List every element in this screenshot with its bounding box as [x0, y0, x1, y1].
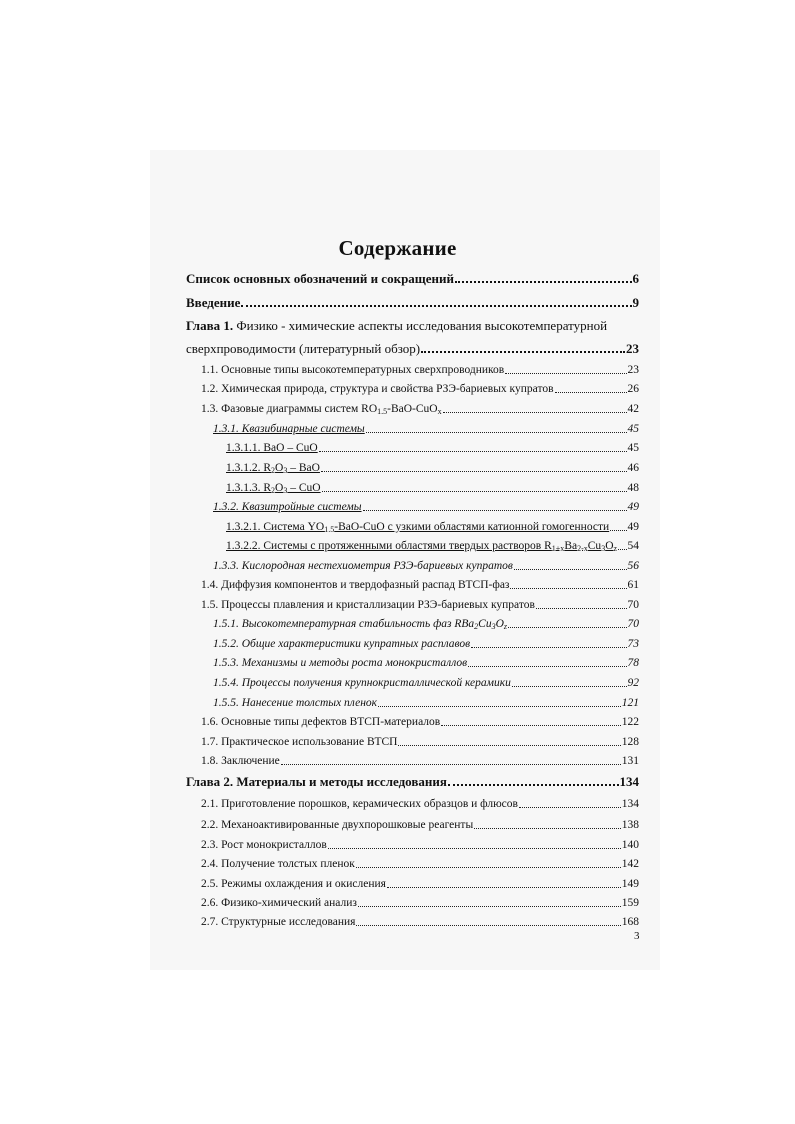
toc-entry-1-3-1-3[interactable]: 1.3.1.3. $R_2O_3$ – CuO 48	[226, 482, 639, 495]
toc-entry-1-5[interactable]: 1.5. Процессы плавления и кристаллизации РЗЭ-бариевых купратов 70	[201, 599, 639, 611]
toc-entry-1-3-3[interactable]: 1.3.3. Кислородная нестехиометрия РЗЭ-бариевых купратов 56	[213, 560, 639, 572]
leader-dots	[378, 706, 621, 707]
leader-dots	[555, 392, 627, 393]
leader-dots	[471, 647, 626, 648]
toc-entry-1-3[interactable]: 1.3. Фазовые диаграммы систем $RO_{1.5}-BaO-CuO_x$ 42	[201, 403, 639, 416]
toc-entry-1-3-1[interactable]: 1.3.1. Квазибинарные системы 45	[213, 423, 639, 435]
leader-dots	[618, 549, 626, 550]
leader-dots	[322, 491, 627, 492]
leader-dots	[358, 906, 621, 907]
toc-entry-1-8[interactable]: 1.8. Заключение 131	[201, 755, 639, 767]
toc-entry-abbreviations[interactable]: Список основных обозначений и сокращений 6	[186, 271, 639, 286]
toc-entry-2-7[interactable]: 2.7. Структурные исследования 168	[201, 916, 639, 928]
leader-dots	[241, 305, 631, 307]
leader-dots	[443, 412, 627, 413]
leader-dots	[536, 608, 627, 609]
leader-dots	[319, 451, 627, 452]
leader-dots	[455, 281, 631, 283]
leader-dots	[510, 588, 626, 589]
toc-entry-chapter2[interactable]: Глава 2. Материалы и методы исследования 134	[186, 774, 639, 789]
leader-dots	[281, 764, 621, 765]
toc-entry-2-2[interactable]: 2.2. Механоактивированные двухпорошковые реагенты 138	[201, 819, 639, 831]
toc-entry-2-3[interactable]: 2.3. Рост монокристаллов 140	[201, 839, 639, 851]
toc-entry-1-5-1[interactable]: 1.5.1. Высокотемпературная стабильность фаз $RBa_2Cu_3O_z$ 70	[213, 618, 639, 631]
toc-entry-1-5-2[interactable]: 1.5.2. Общие характеристики купратных расплавов 73	[213, 638, 639, 650]
toc-entry-1-4[interactable]: 1.4. Диффузия компонентов и твердофазный распад ВТСП-фаз 61	[201, 579, 639, 591]
toc-entry-1-3-1-2[interactable]: 1.3.1.2. $R_2O_3$ – BaO 46	[226, 462, 639, 475]
leader-dots	[514, 569, 627, 570]
leader-dots	[448, 784, 619, 786]
leader-dots	[519, 807, 621, 808]
toc-entry-2-1[interactable]: 2.1. Приготовление порошков, керамических образцов и флюсов 134	[201, 798, 639, 810]
toc-entry-1-6[interactable]: 1.6. Основные типы дефектов ВТСП-материалов 122	[201, 716, 639, 728]
toc-entry-1-5-5[interactable]: 1.5.5. Нанесение толстых пленок 121	[213, 697, 639, 709]
leader-dots	[441, 725, 621, 726]
toc-entry-1-3-2-2[interactable]: 1.3.2.2. Системы с протяженными областями твердых растворов $R_{1+x}Ba_{2-x}Cu_3O_z$ 54	[226, 540, 639, 553]
leader-dots	[474, 828, 621, 829]
toc-entry-1-3-2[interactable]: 1.3.2. Квазитройные системы 49	[213, 501, 639, 513]
leader-dots	[505, 373, 626, 374]
toc-entry-1-3-2-1[interactable]: 1.3.2.1. Система $YO_{1.5}-BaO$-CuO с узкими областями катионной гомогенности 49	[226, 521, 639, 534]
leader-dots	[512, 686, 627, 687]
leader-dots	[363, 510, 627, 511]
page-number: 3	[634, 930, 640, 942]
toc-entry-1-3-1-1[interactable]: 1.3.1.1. BaO – CuO 45	[226, 442, 639, 454]
leader-dots	[421, 351, 625, 353]
toc-entry-1-1[interactable]: 1.1. Основные типы высокотемпературных сверхпроводников 23	[201, 364, 639, 376]
toc-entry-2-6[interactable]: 2.6. Физико-химический анализ 159	[201, 897, 639, 909]
toc-entry-1-7[interactable]: 1.7. Практическое использование ВТСП 128	[201, 736, 639, 748]
leader-dots	[356, 867, 621, 868]
toc-entry-2-5[interactable]: 2.5. Режимы охлаждения и окисления 149	[201, 878, 639, 890]
page-title: Содержание	[338, 236, 457, 260]
toc-entry-1-2[interactable]: 1.2. Химическая природа, структура и свойства РЗЭ-бариевых купратов 26	[201, 383, 639, 395]
leader-dots	[387, 887, 621, 888]
toc-entry-1-5-4[interactable]: 1.5.4. Процессы получения крупнокристаллической керамики 92	[213, 677, 639, 689]
leader-dots	[321, 471, 627, 472]
leader-dots	[328, 848, 621, 849]
toc-entry-1-5-3[interactable]: 1.5.3. Механизмы и методы роста монокристаллов 78	[213, 657, 639, 669]
leader-dots	[508, 627, 626, 628]
leader-dots	[610, 530, 626, 531]
toc-entry-chapter1[interactable]: сверхпроводимости (литературный обзор) 23	[186, 341, 639, 356]
toc-entry-2-4[interactable]: 2.4. Получение толстых пленок 142	[201, 858, 639, 870]
toc-entry-introduction[interactable]: Введение 9	[186, 295, 639, 310]
toc-entry-chapter1-line1[interactable]: Глава 1. Физико - химические аспекты исследования высокотемпературной	[186, 318, 608, 333]
leader-dots	[398, 745, 620, 746]
leader-dots	[356, 925, 620, 926]
leader-dots	[468, 666, 626, 667]
leader-dots	[366, 432, 627, 433]
